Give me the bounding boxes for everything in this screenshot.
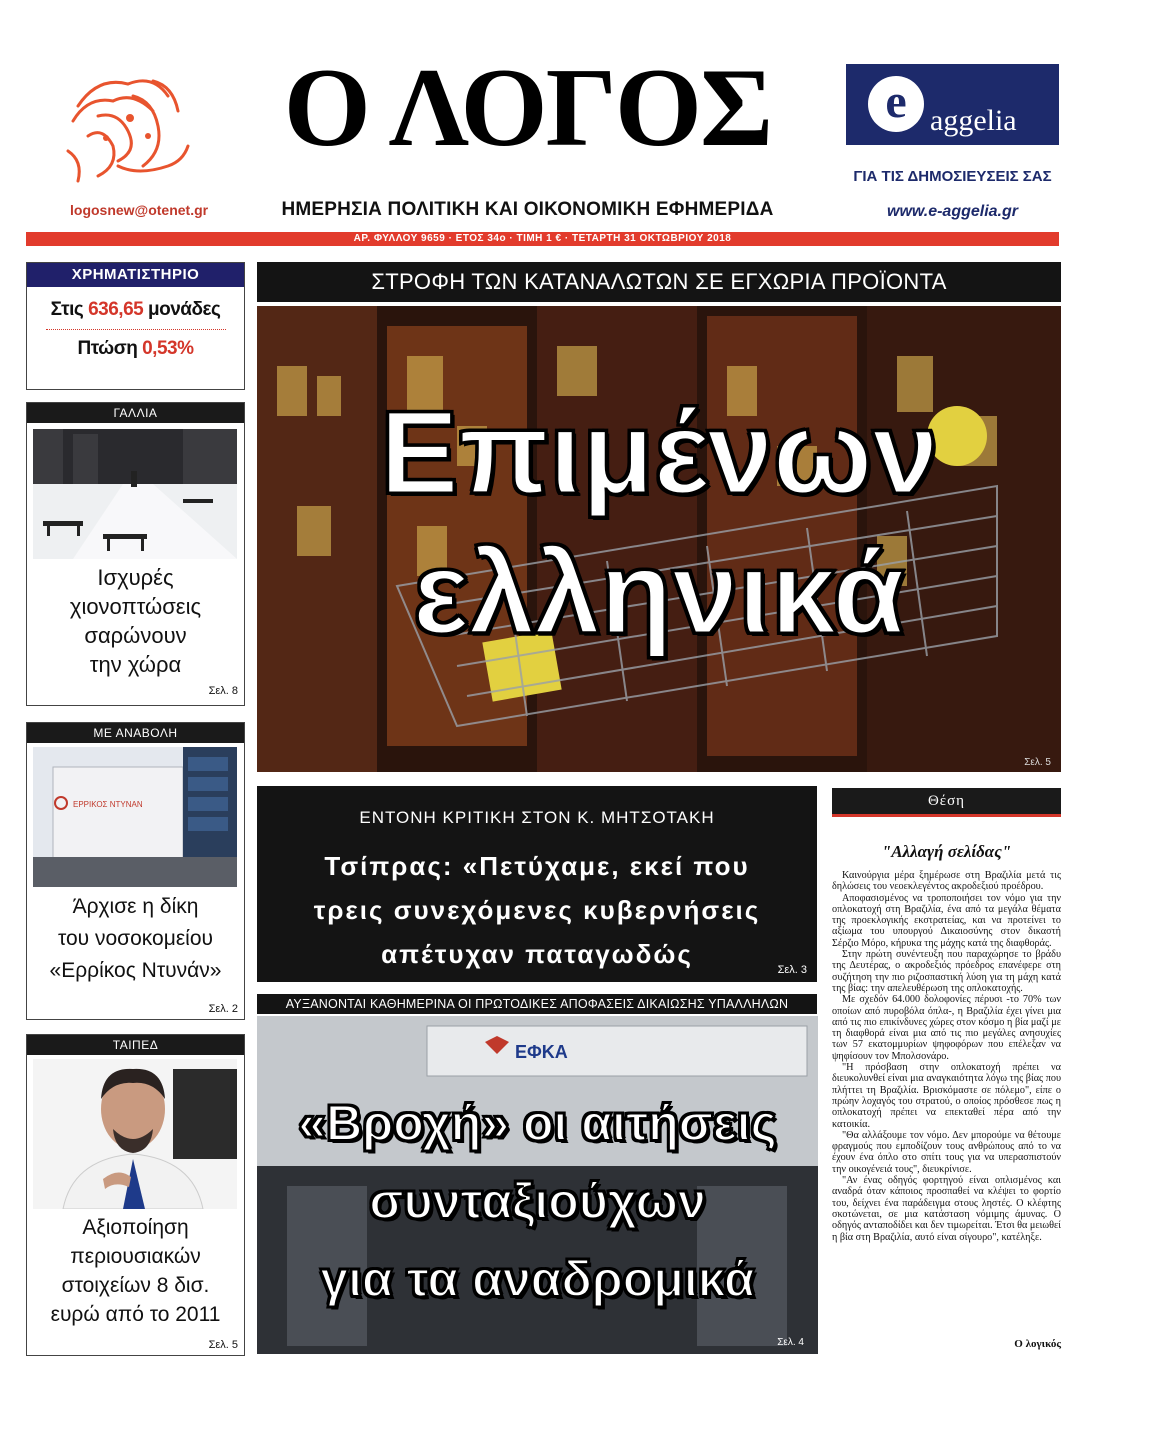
page-reference: Σελ. 2 [208, 1003, 238, 1015]
headline-line: σαρώνουν [84, 623, 187, 648]
page-reference: Σελ. 3 [777, 964, 807, 976]
stock-index-suffix: μονάδες [148, 299, 221, 320]
tsipras-headline [267, 844, 807, 976]
eaggelia-logo-letter: e [868, 76, 924, 132]
efka-kicker: ΑΥΞΑΝΟΝΤΑΙ ΚΑΘΗΜΕΡΙΝΑ ΟΙ ΠΡΩΤΟΔΙΚΕΣ ΑΠΟΦΑΣΕΙΣ ΔΙΚΑΙΩΣΗΣ ΥΠΑΛΛΗΛΩΝ [257, 994, 817, 1014]
newspaper-title: Ο ΛΟΓΟΣ [283, 46, 772, 170]
stock-change-value: 0,53% [142, 338, 194, 359]
headline-line: στοιχείων 8 δισ. [61, 1274, 210, 1297]
headline-line: «Βροχή» οι αιτήσεις [298, 1095, 777, 1151]
stock-index-value: 636,65 [88, 299, 144, 320]
stock-market-header: ΧΡΗΜΑΤΙΣΤΗΡΙΟ [27, 263, 244, 287]
efka-story-photo[interactable] [257, 1016, 818, 1354]
headline-line: απέτυχαν παταγωδώς [381, 939, 693, 969]
side-story-taiped[interactable] [26, 1034, 245, 1356]
opinion-paragraph: Καινούργια μέρα ξημέρωσε στη Βραζιλία μετά τις δηλώσεις του νεοεκλεγέντος ακροδεξιού προέδρου. [832, 870, 1061, 893]
headline-line: του νοσοκομείου [57, 927, 214, 950]
efka-headline [257, 1084, 818, 1318]
page-reference: Σελ. 5 [1024, 757, 1051, 768]
stock-index-prefix: Στις [50, 299, 84, 320]
opinion-body [832, 870, 1061, 1243]
stock-change-prefix: Πτώση [77, 338, 138, 359]
snow-photo [33, 429, 237, 559]
side-story-hospital[interactable] [26, 722, 245, 1020]
newspaper-logo-illustration [58, 66, 198, 196]
side-story-headline [27, 563, 244, 679]
tsipras-story[interactable] [257, 786, 817, 982]
lead-story-banner: ΣΤΡΟΦΗ ΤΩΝ ΚΑΤΑΝΑΛΩΤΩΝ ΣΕ ΕΓΧΩΡΙΑ ΠΡΟΪΟΝΤΑ [257, 262, 1061, 302]
lead-headline-line-1: Επιμένων [379, 387, 939, 519]
issue-info-bar: ΑΡ. ΦΥΛΛΟΥ 9659 · ΕΤΟΣ 34ο · ΤΙΜΗ 1 € · ΤΕΤΑΡΤΗ 31 ΟΚΤΩΒΡΙΟΥ 2018 [26, 232, 1059, 246]
headline-line: τρεις συνεχόμενες κυβερνήσεις [313, 895, 761, 925]
portrait-photo [33, 1059, 237, 1209]
opinion-paragraph: "Η πρόσβαση στην οπλοκατοχή πρέπει να διευκολυνθεί είναι μια αναγκαιότητα λόγω της βίας που πλήττει τη Βραζιλία. Βρισκόμαστε σε πόλεμο", είπε ο πρώην λοχαγός του στρατού, ο οποίος πρόσθεσε πως η οπλοκατοχή πρέπει να επεκταθεί πέρα από την κατοικία. [832, 1062, 1061, 1130]
newspaper-subtitle: ΗΜΕΡΗΣΙΑ ΠΟΛΙΤΙΚΗ ΚΑΙ ΟΙΚΟΝΟΜΙΚΗ ΕΦΗΜΕΡΙΔΑ [281, 199, 774, 220]
stock-change-line [27, 338, 244, 360]
contact-email: logosnew@otenet.gr [70, 202, 209, 218]
side-story-headline [27, 1213, 244, 1329]
eaggelia-url[interactable]: www.e-aggelia.gr [887, 203, 1018, 220]
tsipras-kicker: ΕΝΤΟΝΗ ΚΡΙΤΙΚΗ ΣΤΟΝ Κ. ΜΗΤΣΟΤΑΚΗ [359, 808, 715, 827]
stock-index-line [27, 299, 244, 321]
eaggelia-slogan: ΓΙΑ ΤΙΣ ΔΗΜΟΣΙΕΥΣΕΙΣ ΣΑΣ [853, 168, 1052, 185]
headline-line: περιουσιακών [70, 1245, 201, 1268]
opinion-paragraph: Αποφασισμένος να τροποποιήσει τον νόμο για την οπλοκατοχή στη Βραζιλία, ένα από τα μεγάλα θέματα της προεκλογικής εκστρατείας, και να προτείνει το αξίωμα του υπουργού Δικαιοσύνης στον δικαστή Σέρζιο Μόρο, κήρυκα της μάχης κατά της διαφθοράς. [832, 892, 1061, 949]
page-reference: Σελ. 5 [208, 1339, 238, 1351]
headline-line: για τα αναδρομικά [320, 1251, 755, 1307]
headline-line: Τσίπρας: «Πετύχαμε, εκεί που [324, 851, 750, 881]
opinion-divider [832, 814, 1061, 817]
headline-line: την χώρα [89, 652, 182, 677]
efka-sign-text: ΕΦΚΑ [515, 1042, 568, 1062]
headline-line: Ισχυρές [97, 565, 174, 590]
opinion-signature: Ο λογικός [1014, 1338, 1061, 1350]
eaggelia-logo-word: aggelia [930, 104, 1017, 137]
opinion-paragraph: Στην πρώτη συνέντευξη που παραχώρησε το βράδυ της Δευτέρας, ο ακροδεξιός πρόεδρος επανέφερε στη συζήτηση την πιο ριζοσπαστική λύση για τη μάχη κατά της βίας: την απελευθέρωση της οπλοκατοχής. [832, 949, 1061, 994]
side-story-kicker: ΓΑΛΛΙΑ [27, 403, 244, 423]
opinion-paragraph: "Θα αλλάξουμε τον νόμο. Δεν μπορούμε να θέτουμε φραγμούς που εμποδίζουν τους ανθρώπους από το να έχουν ένα όπλο στο σπίτι τους για να υπερασπιστούν την οικογένειά τους", διευκρίνισε. [832, 1129, 1061, 1175]
side-story-france[interactable] [26, 402, 245, 706]
page-reference: Σελ. 4 [777, 1337, 804, 1348]
opinion-paragraph: Με σχεδόν 64.000 δολοφονίες πέρυσι -το 70% των οποίων από πυροβόλα όπλα-, η Βραζιλία έχει γίνει μια από τις πιο επικίνδυνες χώρες στον κόσμο η βία μαζί με τη διαφθορά είναι μια από τις πιο μεγάλες ανησυχίες των 57 εκατομμυρίων ψηφοφόρων που επέλεξαν να ψηφίσουν τον Μπολσονάρο. [832, 994, 1061, 1062]
opinion-title[interactable]: "Αλλαγή σελίδας" [881, 842, 1012, 861]
side-story-kicker: ΤΑΙΠΕΔ [27, 1035, 244, 1055]
headline-line: Άρχισε η δίκη [72, 895, 199, 918]
headline-line: συνταξιούχων [369, 1173, 706, 1229]
stock-market-box [26, 262, 245, 390]
side-story-headline [27, 891, 244, 987]
hospital-photo [33, 747, 237, 887]
headline-line: ευρώ από το 2011 [50, 1303, 221, 1326]
lead-headline-line-2: ελληνικά [412, 527, 906, 659]
page-reference: Σελ. 8 [208, 685, 238, 697]
headline-line: Αξιοποίηση [82, 1216, 189, 1239]
hospital-sign-text: ΕΡΡΙΚΟΣ ΝΤΥΝΑΝ [73, 800, 143, 809]
lead-story-photo[interactable] [257, 306, 1061, 772]
opinion-tab: Θέση [832, 788, 1061, 814]
headline-line: «Ερρίκος Ντυνάν» [49, 959, 222, 982]
headline-line: χιονοπτώσεις [69, 594, 202, 619]
side-story-kicker: ΜΕ ΑΝΑΒΟΛΗ [27, 723, 244, 743]
opinion-paragraph: "Αν ένας οδηγός φορτηγού είναι οπλισμένος και αναδρά όταν κάποιος προσπαθεί να κλέψει το φορτίο του, δείχνει ένα παράδειγμα στους ληστές. Ο κλέφτης σκοτώνεται, σε μια κατάσταση νόμιμης άμυνας. Ο οδηγός ανταποδίδει και δεν τιμωρείται. Έτσι θα μειωθεί η βία στη Βραζιλία, αυτό είναι σίγουρο", κατέληξε. [832, 1175, 1061, 1243]
